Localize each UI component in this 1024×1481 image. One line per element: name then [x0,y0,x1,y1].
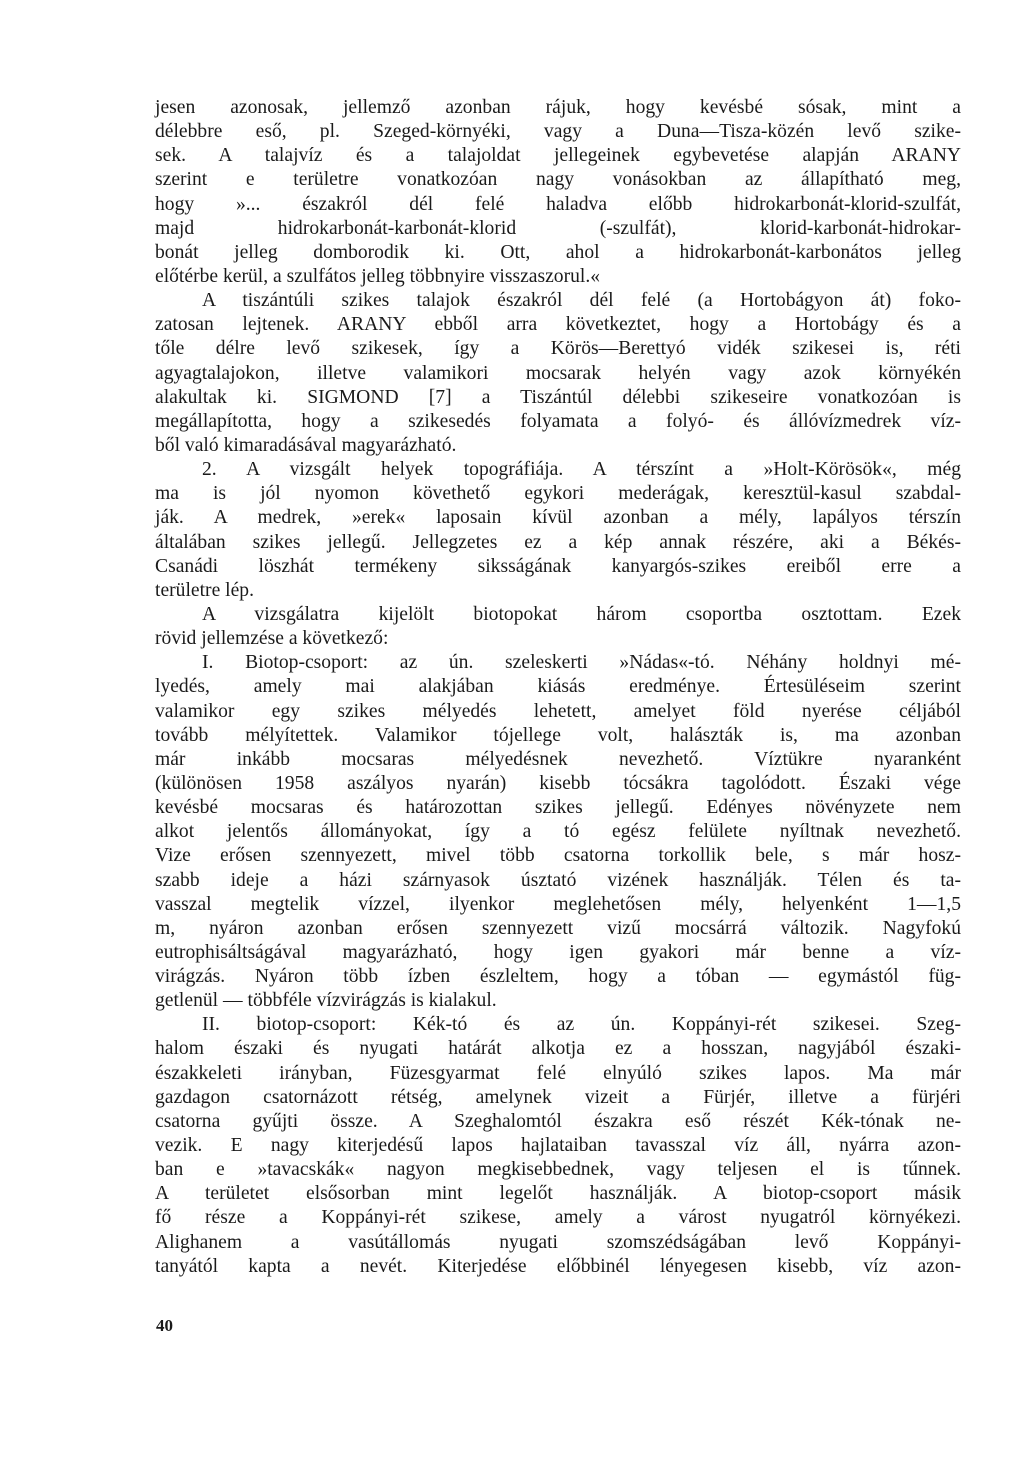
text-line: valamikor egy szikes mélyedés lehetett, amelyet föld nyerése céljából [155,700,961,722]
text-line: tőle délre levő szikesek, így a Körös—Berettyó vidék szikesei is, réti [155,338,961,360]
text-line: bonát jelleg domborodik ki. Ott, ahol a hidrokarbonát-karbonátos jelleg [155,241,961,263]
text-line: jesen azonosak, jellemző azonban rájuk, hogy kevésbé sósak, mint a [155,97,961,118]
text-line: tovább mélyítettek. Valamikor tójellege volt, halászták is, ma azonban [155,724,961,746]
text-line: sek. A talajvíz és a talajoldat jellegeinek egybevetése alapján ARANY [155,145,961,167]
text-line: agyagtalajokon, illetve valamikori mocsarak helyén vagy azok környékén [155,362,961,384]
text-line: kevésbé mocsaras és határozottan szikes jellegű. Edényes növényzete nem [155,797,961,819]
text-line: gazdagon csatornázott rétség, amelynek vizeit a Fürjér, illetve a fürjéri [155,1086,961,1108]
text-line: lyedés, amely mai alakjában kiásás eredménye. Értesüléseim szerint [155,676,961,698]
text-line: Csanádi löszhát termékeny siksságának kanyargós-szikes ereiből erre a [155,555,961,577]
text-line: majd hidrokarbonát-karbonát-klorid (-szulfát), klorid-karbonát-hidrokar- [155,217,961,239]
text-line: m, nyáron azonban erősen szennyezett vizű mocsárrá változik. Nagyfokú [155,917,961,939]
text-line: Alighanem a vasútállomás nyugati szomszédságában levő Koppányi- [155,1231,961,1253]
text-line: vasszal megtelik vízzel, ilyenkor meglehetősen mély, helyenként 1—1,5 [155,893,961,915]
text-line: zatosan lejtenek. ARANY ebből arra következtet, hogy a Hortobágy és a [155,314,961,336]
page-number: 40 [156,1316,173,1335]
text-line: megállapította, hogy a szikesedés folyamata a folyó- és állóvízmedrek víz- [155,410,961,432]
text-line: A területet elsősorban mint legelőt használják. A biotop-csoport másik [155,1183,961,1205]
text-line: fő része a Koppányi-rét szikese, amely a várost nyugatról környékezi. [155,1207,961,1229]
text-line: (különösen 1958 aszályos nyarán) kisebb tócsákra tagolódott. Északi vége [155,772,961,794]
text-line: ma is jól nyomon követhető egykori mederágak, keresztül-kasul szabdal- [155,483,961,505]
text-line: csatorna gyűjti össze. A Szeghalomtól északra eső részét Kék-tónak ne- [155,1110,961,1132]
text-line: rövid jellemzése a következő: [155,628,389,650]
text-line: alkot jelentős állományokat, így a tó egész felülete nyíltnak nevezhető. [155,821,961,843]
text-line: eutrophisáltságával magyarázható, hogy igen gyakori már benne a víz- [155,941,961,963]
body-text [155,96,961,1279]
text-line: szerint e területre vonatkozóan nagy vonásokban az állapítható meg, [155,169,961,191]
text-line: területre lép. [155,579,255,601]
text-line: előtérbe kerül, a szulfátos jelleg többnyire visszaszorul.« [155,265,601,287]
text-line: alakultak ki. SIGMOND [7] a Tiszántúl délebbi szikeseire vonatkozóan is [155,386,961,408]
text-line: 2. A vizsgált helyek topográfiája. A térszínt a »Holt-Körösök«, még [202,459,961,481]
text-line: délebbre eső, pl. Szeged-környéki, vagy a Duna—Tisza-közén levő szike- [155,121,961,143]
text-line: ban e »tavacskák« nagyon megkisebbednek, vagy teljesen el is tűnnek. [155,1159,961,1181]
text-line: halom északi és nyugati határát alkotja ez a hosszan, nagyjából északi- [155,1038,961,1060]
text-line: már inkább mocsaras mélyedésnek nevezhető. Víztükre nyaranként [155,748,961,770]
text-line: I. Biotop-csoport: az ún. szeleskerti »Nádas«-tó. Néhány holdnyi mé- [202,652,961,674]
text-line: A vizsgálatra kijelölt biotopokat három csoportba osztottam. Ezek [202,603,961,625]
text-line: Vize erősen szennyezett, mivel több csatorna torkollik bele, s már hosz- [155,845,961,867]
text-line: ből való kimaradásával magyarázható. [155,434,457,456]
text-line: A tiszántúli szikes talajok északról dél felé (a Hortobágyon át) foko- [202,290,961,312]
text-line: ják. A medrek, »erek« laposain kívül azonban a mély, lapályos térszín [155,507,961,529]
text-line: általában szikes jellegű. Jellegzetes ez a kép annak részére, aki a Békés- [155,531,961,553]
text-line: vezik. E nagy kiterjedésű lapos hajlataiban tavasszal víz áll, nyárra azon- [155,1135,961,1157]
text-line: getlenül — többféle vízvirágzás is kialakul. [155,990,497,1012]
text-line: északkeleti irányban, Füzesgyarmat felé elnyúló szikes lapos. Ma már [155,1062,961,1084]
text-line: hogy »... északról dél felé haladva előbb hidrokarbonát-klorid-szulfát, [155,193,961,215]
text-line: tanyától kapta a nevét. Kiterjedése előbbinél lényegesen kisebb, víz azon- [155,1255,961,1277]
text-line: II. biotop-csoport: Kék-tó és az ún. Koppányi-rét szikesei. Szeg- [202,1014,961,1036]
text-line: szabb ideje a házi szárnyasok úsztató vizének használják. Télen és ta- [155,869,961,891]
text-line: virágzás. Nyáron több ízben észleltem, hogy a tóban — egymástól füg- [155,966,961,988]
